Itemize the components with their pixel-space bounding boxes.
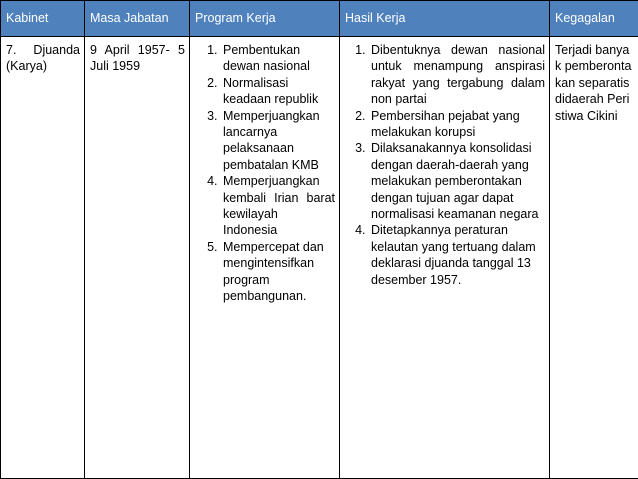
program-kerja-list (195, 42, 335, 305)
header-row (1, 1, 638, 37)
list-item: 3. Dilaksanakannya konsolidasi dengan daerah-daerah yang melakukan pemberontakan dengan tujuan agar dapat normalisasi keamanan negara (369, 140, 545, 222)
list-item: 2. Normalisasi keadaan republik (221, 75, 335, 108)
cell-hasil-kerja (340, 37, 550, 479)
list-item: 1. Dibentuknya dewan nasional untuk menampung anspirasi rakyat yang tergabung dalam non partai (369, 42, 545, 108)
list-item: 4. Memperjuangkan kembali Irian barat kewilayah Indonesia (221, 173, 335, 239)
header-masa-jabatan: Masa Jabatan (85, 1, 190, 37)
header-kegagalan: Kegagalan (550, 1, 638, 37)
cell-masa-jabatan: 9 April 1957- 5 Juli 1959 (85, 37, 190, 479)
list-item: 5. Mempercepat dan mengintensifkan program pembangunan. (221, 239, 335, 305)
cell-program-kerja (190, 37, 340, 479)
header-kabinet: Kabinet (1, 1, 85, 37)
list-item: 3. Memperjuangkan lancarnya pelaksanaan pembatalan KMB (221, 108, 335, 174)
cell-kabinet: 7. Djuanda (Karya) (1, 37, 85, 479)
table-row (1, 37, 638, 479)
hasil-kerja-list (345, 42, 545, 288)
list-item: 4. Ditetapkannya peraturan kelautan yang tertuang dalam deklarasi djuanda tanggal 13 desember 1957. (369, 222, 545, 288)
header-program-kerja: Program Kerja (190, 1, 340, 37)
list-item: 2. Pembersihan pejabat yang melakukan korupsi (369, 108, 545, 141)
header-hasil-kerja: Hasil Kerja (340, 1, 550, 37)
cell-kegagalan: Terjadi banyak pemberontakan separatis didaerah Peristiwa Cikini (550, 37, 638, 479)
list-item: 1. Pembentukan dewan nasional (221, 42, 335, 75)
